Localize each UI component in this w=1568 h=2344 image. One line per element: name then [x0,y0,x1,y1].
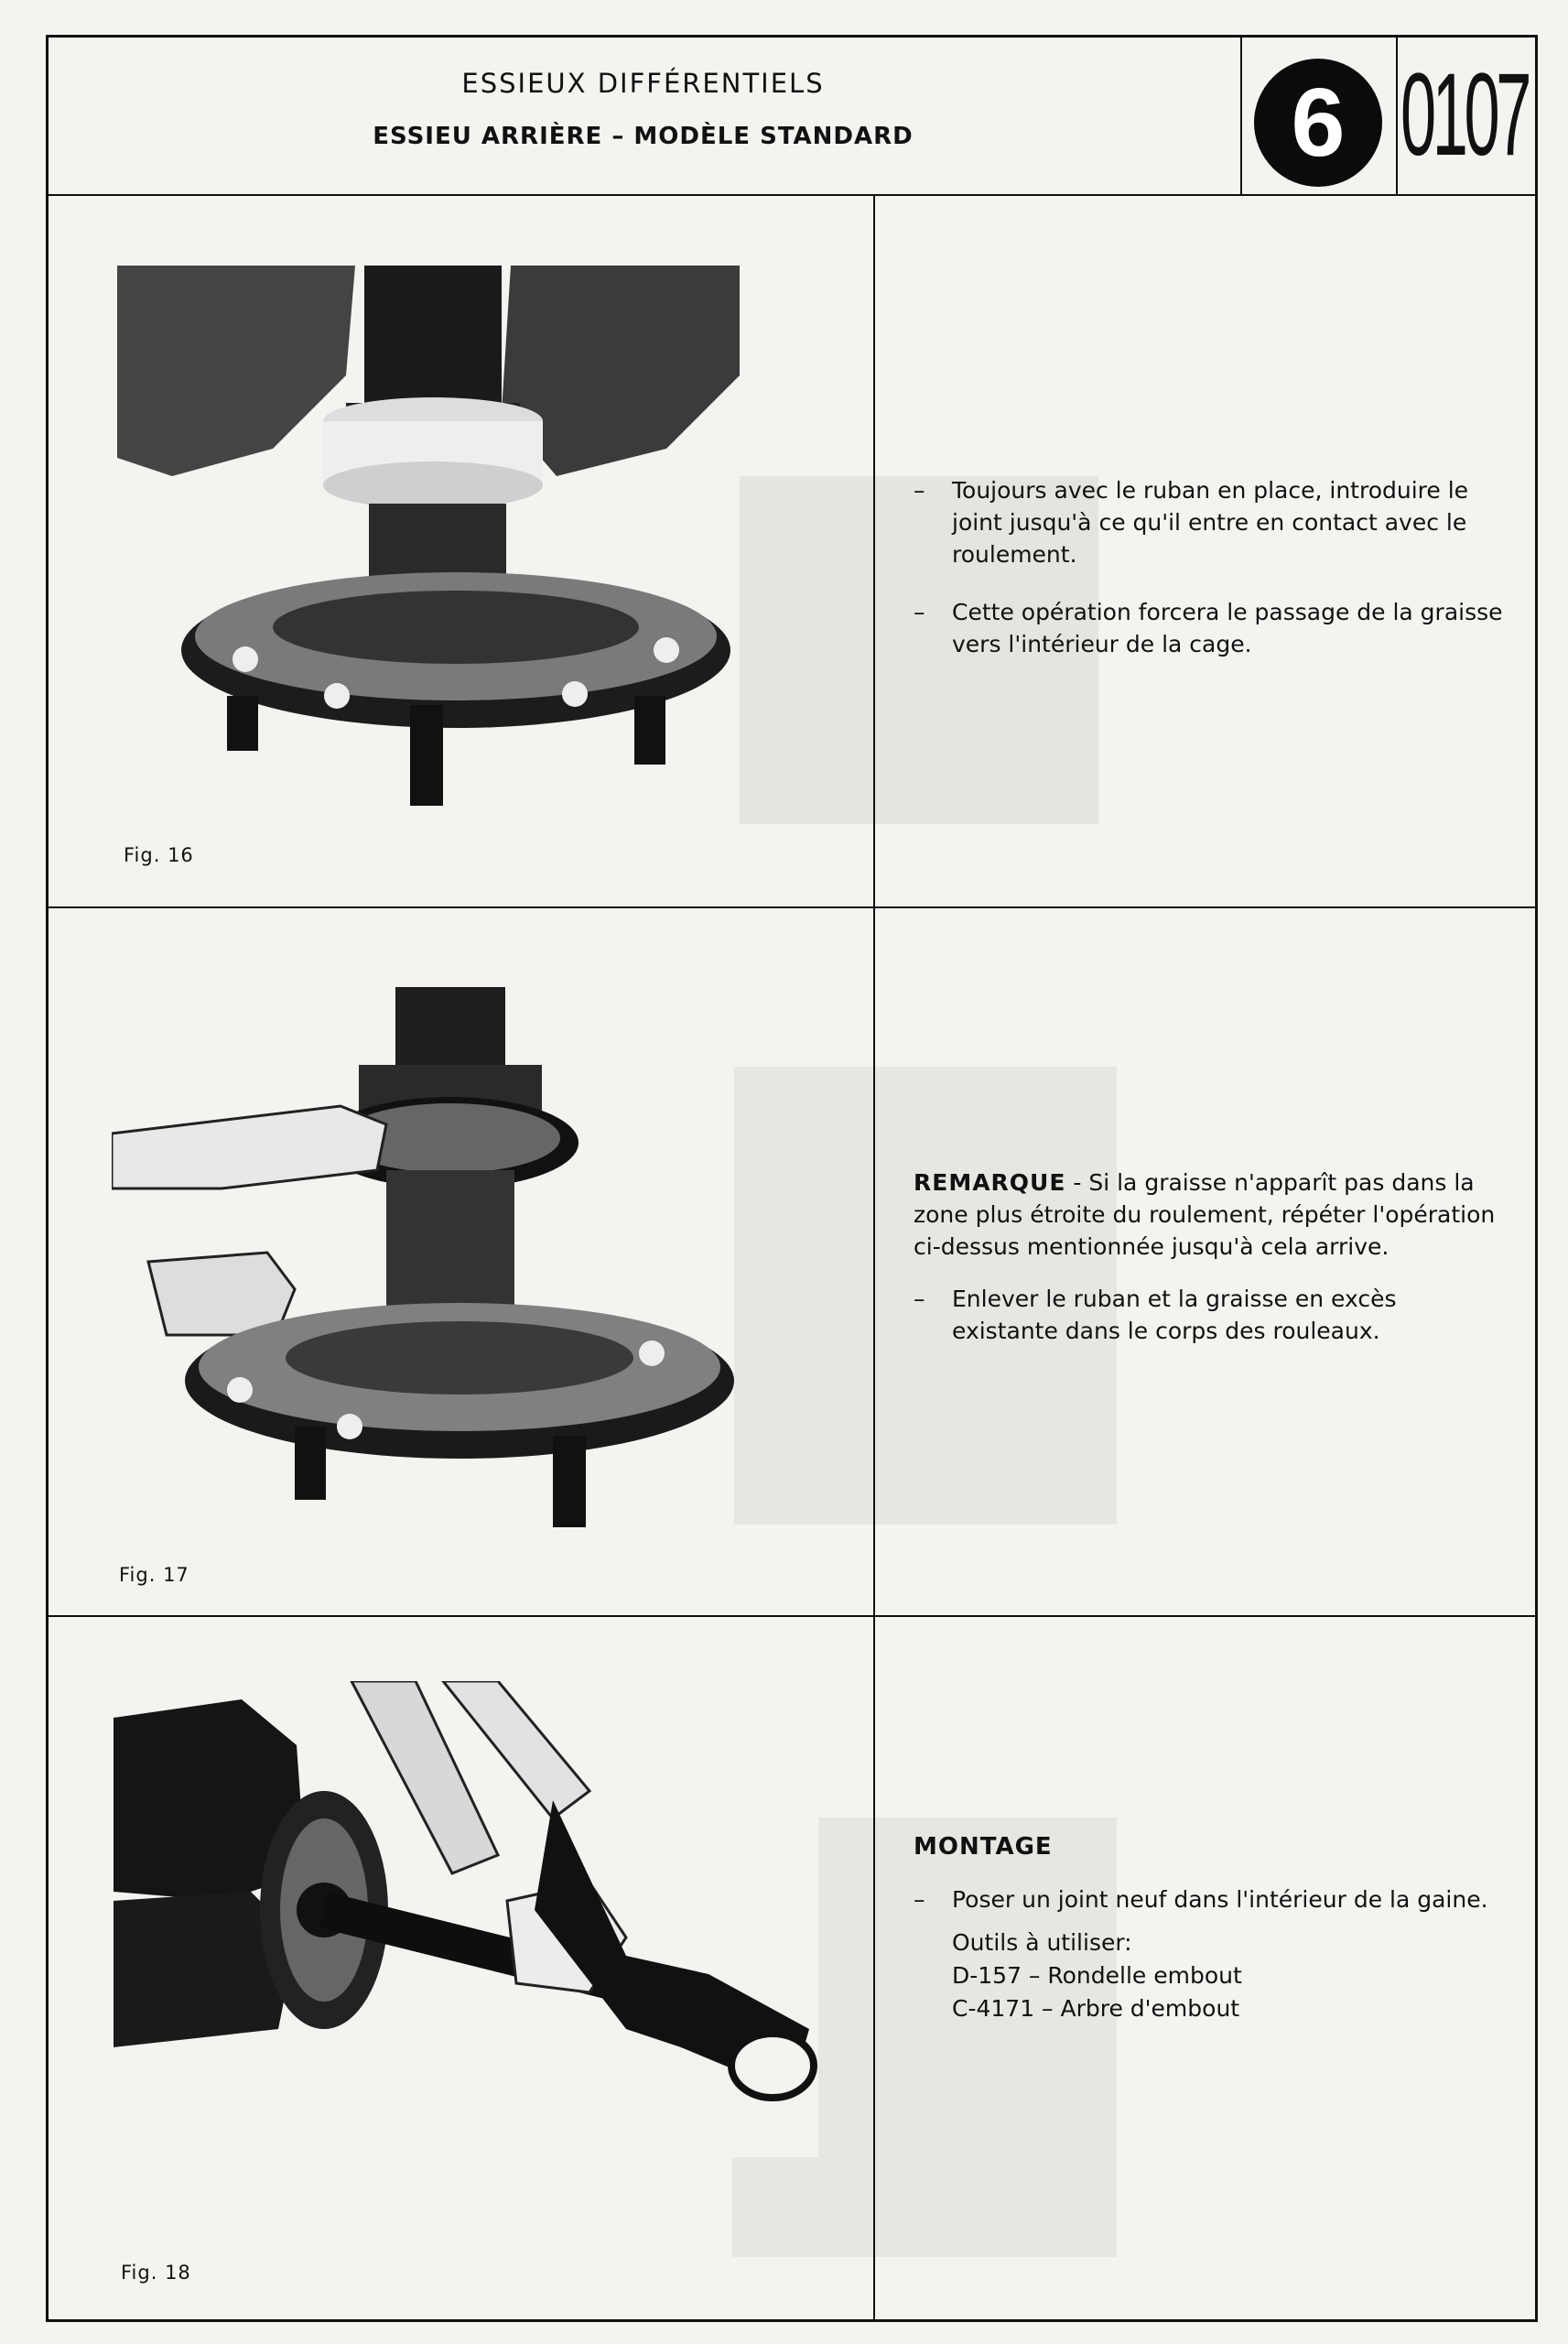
montage-heading: MONTAGE [914,1833,1053,1861]
document-title: ESSIEUX DIFFÉRENTIELS [461,68,825,99]
column-divider [873,194,875,2322]
row-divider-1 [46,906,1538,908]
figure-16-caption: Fig. 16 [124,844,194,866]
tool-item-2: C-4171 – Arbre d'embout [952,1995,1240,2022]
panel-1-bullet-2: – Cette opération forcera le passage de la graisse vers l'intérieur de la cage. [914,599,1503,657]
header-sep-1 [1240,35,1242,194]
document-subtitle: ESSIEU ARRIÈRE – MODÈLE STANDARD [373,123,914,150]
remark [914,1167,1509,1263]
panel-1-text [914,474,1509,686]
figure-18-caption: Fig. 18 [121,2262,191,2284]
tool-item-1: D-157 – Rondelle embout [952,1962,1242,1989]
header-divider [46,194,1538,196]
figure-16-photo [117,266,740,824]
remark-text: - Si la graisse n'apparît pas dans la zone plus étroite du roulement, répéter l'opération ci-dessus mentionnée jusqu'à cela arrive. [914,1169,1496,1260]
figure-18-photo [114,1681,818,2157]
panel-2-text [914,1167,1509,1373]
figure-17-caption: Fig. 17 [119,1564,189,1586]
panel-3-text [914,1831,1509,2025]
header-sep-2 [1396,35,1398,194]
panel-3-bullet-1: – Poser un joint neuf dans l'intérieur de la gaine. [914,1886,1488,1913]
panel-2-bullet-1: – Enlever le ruban et la graisse en excès existante dans le corps des rouleaux. [914,1286,1397,1344]
figure-17-photo [112,987,734,1536]
panel-1-bullet-1: – Toujours avec le ruban en place, introduire le joint jusqu'à ce qu'il entre en contact avec le roulement. [914,477,1469,568]
row-divider-2 [46,1615,1538,1617]
chapter-badge: 6 [1254,59,1382,187]
page-code: 0107 [1400,49,1529,180]
tools-title: Outils à utiliser: [952,1929,1132,1956]
tools-list [952,1926,1509,2025]
remark-label: REMARQUE [914,1169,1066,1196]
